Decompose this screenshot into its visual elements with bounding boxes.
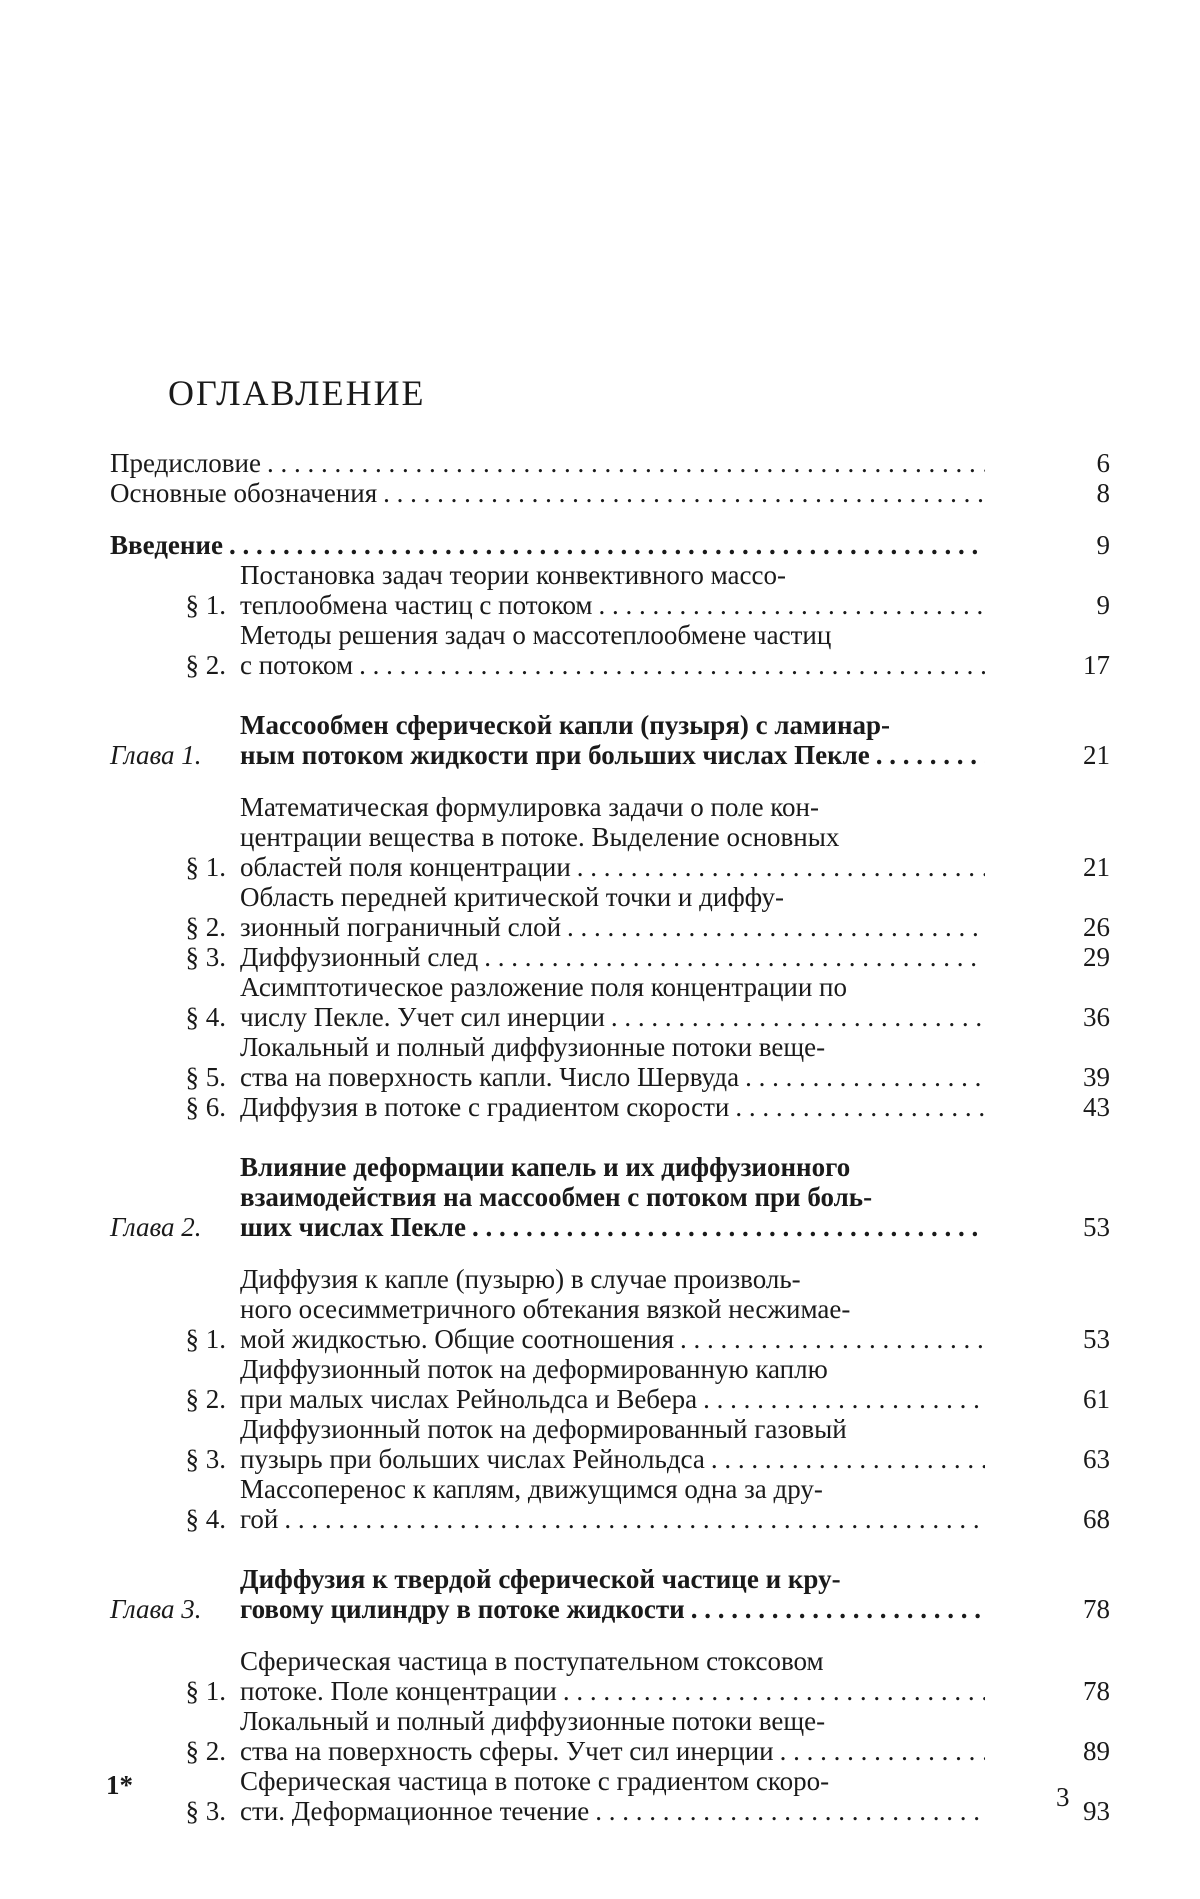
dot-leader bbox=[735, 1092, 985, 1122]
toc-line bbox=[240, 650, 985, 680]
toc-line-text: Введение bbox=[110, 530, 223, 560]
toc-page-number: 63 bbox=[1083, 1444, 1110, 1474]
toc-label: Глава 1. bbox=[110, 740, 202, 770]
toc-label: § 3. bbox=[185, 942, 226, 972]
toc-label: § 2. bbox=[185, 912, 226, 942]
toc-line-text: пузырь при больших числах Рейнольдса bbox=[240, 1444, 705, 1474]
dot-leader bbox=[284, 1504, 985, 1534]
toc-line bbox=[240, 1504, 985, 1534]
toc-entry-section bbox=[110, 1766, 1110, 1826]
toc-entry-section bbox=[110, 1032, 1110, 1092]
toc-row bbox=[110, 710, 1110, 770]
toc-line bbox=[240, 1032, 985, 1062]
toc-entry-text bbox=[240, 1646, 985, 1706]
toc-page-number: 29 bbox=[1083, 942, 1110, 972]
toc-line bbox=[110, 448, 985, 478]
toc-page-number: 36 bbox=[1083, 1002, 1110, 1032]
toc-line bbox=[240, 1324, 985, 1354]
toc-line bbox=[240, 1212, 985, 1242]
toc-page-number: 93 bbox=[1083, 1796, 1110, 1826]
toc-line bbox=[240, 852, 985, 882]
toc-line bbox=[240, 1294, 985, 1324]
toc-label: § 4. bbox=[185, 1002, 226, 1032]
toc-line-text: ства на поверхность сферы. Учет сил инерции bbox=[240, 1736, 774, 1766]
toc-line-text: Диффузионный след bbox=[240, 942, 479, 972]
toc-row bbox=[110, 882, 1110, 942]
dot-leader bbox=[611, 1002, 985, 1032]
dot-leader bbox=[876, 740, 985, 770]
toc-line-text: ства на поверхность капли. Число Шервуда bbox=[240, 1062, 740, 1092]
toc-row bbox=[110, 560, 1110, 620]
toc-entry-section bbox=[110, 620, 1110, 680]
toc-line bbox=[240, 1594, 985, 1624]
toc-line-text: с потоком bbox=[240, 650, 354, 680]
toc-row bbox=[110, 1152, 1110, 1242]
dot-leader bbox=[484, 942, 985, 972]
toc-line bbox=[240, 1444, 985, 1474]
table-of-contents bbox=[110, 448, 1110, 1826]
toc-line-text: зионный пограничный слой bbox=[240, 912, 562, 942]
toc-line bbox=[240, 1002, 985, 1032]
dot-leader bbox=[229, 530, 985, 560]
toc-entry-text bbox=[240, 710, 985, 770]
toc-line-text: Локальный и полный диффузионные потоки веще- bbox=[240, 1032, 826, 1062]
toc-label: Глава 3. bbox=[110, 1594, 202, 1624]
toc-line bbox=[240, 1092, 985, 1122]
toc-entry-section bbox=[110, 792, 1110, 882]
dot-leader bbox=[711, 1444, 985, 1474]
toc-line-text: Математическая формулировка задачи о поле кон- bbox=[240, 792, 819, 822]
toc-row bbox=[110, 1766, 1110, 1826]
toc-line-text: Сферическая частица в поступательном стоксовом bbox=[240, 1646, 824, 1676]
toc-row bbox=[110, 1706, 1110, 1766]
toc-line-text: Диффузия к капле (пузырю) в случае произволь- bbox=[240, 1264, 801, 1294]
toc-line-text: Диффузионный поток на деформированный газовый bbox=[240, 1414, 847, 1444]
toc-entry-text bbox=[240, 620, 985, 680]
toc-line bbox=[240, 710, 985, 740]
toc-line-text: Область передней критической точки и диффу- bbox=[240, 882, 784, 912]
toc-entry-section bbox=[110, 560, 1110, 620]
toc-line-text: Локальный и полный диффузионные потоки веще- bbox=[240, 1706, 826, 1736]
toc-entry-text bbox=[240, 1264, 985, 1354]
toc-row bbox=[110, 1032, 1110, 1092]
toc-page-number: 9 bbox=[1096, 530, 1110, 560]
toc-line-text: мой жидкостью. Общие соотношения bbox=[240, 1324, 674, 1354]
toc-line-text: ного осесимметричного обтекания вязкой несжимае- bbox=[240, 1294, 851, 1324]
toc-line-text: Предисловие bbox=[110, 448, 261, 478]
toc-line bbox=[240, 1354, 985, 1384]
toc-label: § 1. bbox=[185, 852, 226, 882]
toc-line-text: Диффузия в потоке с градиентом скорости bbox=[240, 1092, 730, 1122]
toc-entry-front bbox=[110, 478, 1110, 508]
toc-line bbox=[240, 1062, 985, 1092]
toc-line bbox=[240, 792, 985, 822]
dot-leader bbox=[680, 1324, 985, 1354]
dot-leader bbox=[567, 912, 985, 942]
toc-line bbox=[240, 1646, 985, 1676]
toc-entry-chapter bbox=[110, 710, 1110, 770]
toc-line bbox=[240, 822, 985, 852]
toc-entry-text bbox=[110, 478, 985, 508]
toc-row bbox=[110, 1092, 1110, 1122]
toc-entry-text bbox=[240, 1354, 985, 1414]
toc-entry-intro bbox=[110, 530, 1110, 560]
toc-entry-text bbox=[240, 1766, 985, 1826]
toc-line bbox=[240, 1796, 985, 1826]
toc-page-number: 89 bbox=[1083, 1736, 1110, 1766]
page-title: ОГЛАВЛЕНИЕ bbox=[168, 373, 426, 413]
toc-page-number: 78 bbox=[1083, 1594, 1110, 1624]
toc-entry-text bbox=[240, 882, 985, 942]
dot-leader bbox=[595, 1796, 985, 1826]
toc-row bbox=[110, 1474, 1110, 1534]
toc-entry-section bbox=[110, 882, 1110, 942]
toc-row bbox=[110, 448, 1110, 478]
toc-line bbox=[240, 620, 985, 650]
toc-page-number: 6 bbox=[1096, 448, 1110, 478]
toc-label: § 6. bbox=[185, 1092, 226, 1122]
toc-entry-chapter bbox=[110, 1152, 1110, 1242]
toc-line bbox=[240, 1736, 985, 1766]
dot-leader bbox=[745, 1062, 985, 1092]
toc-line bbox=[240, 942, 985, 972]
toc-line-text: потоке. Поле концентрации bbox=[240, 1676, 557, 1706]
toc-page-number: 17 bbox=[1083, 650, 1110, 680]
toc-entry-section bbox=[110, 1474, 1110, 1534]
toc-line bbox=[110, 530, 985, 560]
toc-page-number: 26 bbox=[1083, 912, 1110, 942]
toc-line-text: Основные обозначения bbox=[110, 478, 378, 508]
toc-entry-text bbox=[240, 1706, 985, 1766]
toc-line-text: числу Пекле. Учет сил инерции bbox=[240, 1002, 605, 1032]
toc-entry-text bbox=[240, 1414, 985, 1474]
toc-page-number: 21 bbox=[1083, 852, 1110, 882]
toc-line-text: Диффузионный поток на деформированную каплю bbox=[240, 1354, 828, 1384]
dot-leader bbox=[359, 650, 985, 680]
toc-page-number: 39 bbox=[1083, 1062, 1110, 1092]
toc-row bbox=[110, 1646, 1110, 1706]
toc-label: § 3. bbox=[185, 1444, 226, 1474]
dot-leader bbox=[780, 1736, 985, 1766]
toc-line-text: областей поля концентрации bbox=[240, 852, 571, 882]
toc-row bbox=[110, 942, 1110, 972]
toc-row bbox=[110, 530, 1110, 560]
toc-page-number: 61 bbox=[1083, 1384, 1110, 1414]
toc-page-number: 21 bbox=[1083, 740, 1110, 770]
toc-line bbox=[240, 590, 985, 620]
dot-leader bbox=[691, 1594, 985, 1624]
toc-line-text: сти. Деформационное течение bbox=[240, 1796, 590, 1826]
toc-line bbox=[240, 1766, 985, 1796]
toc-line bbox=[240, 1384, 985, 1414]
toc-line bbox=[240, 1152, 985, 1182]
dot-leader bbox=[267, 448, 985, 478]
toc-line bbox=[240, 1182, 985, 1212]
toc-entry-text bbox=[240, 972, 985, 1032]
toc-line bbox=[240, 912, 985, 942]
dot-leader bbox=[577, 852, 985, 882]
toc-label: § 1. bbox=[185, 590, 226, 620]
toc-entry-section bbox=[110, 1264, 1110, 1354]
toc-entry-text bbox=[240, 1564, 985, 1624]
signature-mark: 1* bbox=[106, 1770, 133, 1800]
toc-line bbox=[240, 882, 985, 912]
toc-line bbox=[240, 972, 985, 1002]
toc-line-text: Влияние деформации капель и их диффузионного bbox=[240, 1152, 851, 1182]
dot-leader bbox=[563, 1676, 985, 1706]
toc-label: § 2. bbox=[185, 650, 226, 680]
dot-leader bbox=[703, 1384, 985, 1414]
toc-entry-front bbox=[110, 448, 1110, 478]
toc-page-number: 43 bbox=[1083, 1092, 1110, 1122]
toc-entry-section bbox=[110, 1092, 1110, 1122]
toc-page-number: 9 bbox=[1096, 590, 1110, 620]
toc-line bbox=[240, 1676, 985, 1706]
toc-entry-section bbox=[110, 1414, 1110, 1474]
toc-row bbox=[110, 1414, 1110, 1474]
toc-label: § 4. bbox=[185, 1504, 226, 1534]
toc-entry-text bbox=[240, 1032, 985, 1092]
toc-entry-section bbox=[110, 942, 1110, 972]
toc-page-number: 8 bbox=[1096, 478, 1110, 508]
toc-entry-text bbox=[240, 560, 985, 620]
toc-row bbox=[110, 1264, 1110, 1354]
toc-line-text: ших числах Пекле bbox=[240, 1212, 466, 1242]
toc-row bbox=[110, 620, 1110, 680]
toc-line-text: Диффузия к твердой сферической частице и кру- bbox=[240, 1564, 841, 1594]
toc-entry-section bbox=[110, 1706, 1110, 1766]
toc-entry-text bbox=[110, 530, 985, 560]
toc-line-text: Постановка задач теории конвективного массо- bbox=[240, 560, 786, 590]
toc-entry-text bbox=[240, 1152, 985, 1242]
toc-entry-text bbox=[240, 1092, 985, 1122]
toc-label: § 2. bbox=[185, 1736, 226, 1766]
toc-entry-section bbox=[110, 1354, 1110, 1414]
toc-line bbox=[240, 740, 985, 770]
toc-entry-chapter bbox=[110, 1564, 1110, 1624]
toc-line-text: взаимодействия на массообмен с потоком при боль- bbox=[240, 1182, 873, 1212]
toc-label: § 5. bbox=[185, 1062, 226, 1092]
dot-leader bbox=[599, 590, 985, 620]
toc-label: § 1. bbox=[185, 1324, 226, 1354]
toc-line-text: Массообмен сферической капли (пузыря) с ламинар- bbox=[240, 710, 891, 740]
toc-line bbox=[240, 1564, 985, 1594]
toc-entry-text bbox=[240, 942, 985, 972]
toc-row bbox=[110, 478, 1110, 508]
toc-label: Глава 2. bbox=[110, 1212, 202, 1242]
toc-line-text: теплообмена частиц с потоком bbox=[240, 590, 593, 620]
toc-entry-text bbox=[240, 792, 985, 882]
toc-label: § 3. bbox=[185, 1796, 226, 1826]
toc-row bbox=[110, 1564, 1110, 1624]
toc-label: § 2. bbox=[185, 1384, 226, 1414]
dot-leader bbox=[472, 1212, 985, 1242]
toc-line-text: гой bbox=[240, 1504, 279, 1534]
toc-row bbox=[110, 792, 1110, 882]
toc-line bbox=[110, 478, 985, 508]
toc-entry-text bbox=[240, 1474, 985, 1534]
toc-page-number: 78 bbox=[1083, 1676, 1110, 1706]
toc-line-text: Массоперенос к каплям, движущимся одна за дру- bbox=[240, 1474, 823, 1504]
toc-entry-text bbox=[110, 448, 985, 478]
toc-page-number: 68 bbox=[1083, 1504, 1110, 1534]
toc-line-text: при малых числах Рейнольдса и Вебера bbox=[240, 1384, 698, 1414]
toc-row bbox=[110, 1354, 1110, 1414]
toc-entry-section bbox=[110, 1646, 1110, 1706]
toc-line bbox=[240, 560, 985, 590]
toc-line bbox=[240, 1474, 985, 1504]
toc-line bbox=[240, 1414, 985, 1444]
page-number: 3 bbox=[1056, 1782, 1070, 1812]
toc-page-number: 53 bbox=[1083, 1212, 1110, 1242]
toc-line-text: центрации вещества в потоке. Выделение основных bbox=[240, 822, 840, 852]
toc-line-text: Сферическая частица в потоке с градиентом скоро- bbox=[240, 1766, 830, 1796]
toc-entry-section bbox=[110, 972, 1110, 1032]
toc-line bbox=[240, 1706, 985, 1736]
toc-page-number: 53 bbox=[1083, 1324, 1110, 1354]
toc-line bbox=[240, 1264, 985, 1294]
toc-line-text: Асимптотическое разложение поля концентрации по bbox=[240, 972, 847, 1002]
toc-line-text: говому цилиндру в потоке жидкости bbox=[240, 1594, 685, 1624]
toc-row bbox=[110, 972, 1110, 1032]
toc-line-text: Методы решения задач о массотеплообмене частиц bbox=[240, 620, 832, 650]
toc-label: § 1. bbox=[185, 1676, 226, 1706]
toc-line-text: ным потоком жидкости при больших числах Пекле bbox=[240, 740, 870, 770]
dot-leader bbox=[383, 478, 985, 508]
